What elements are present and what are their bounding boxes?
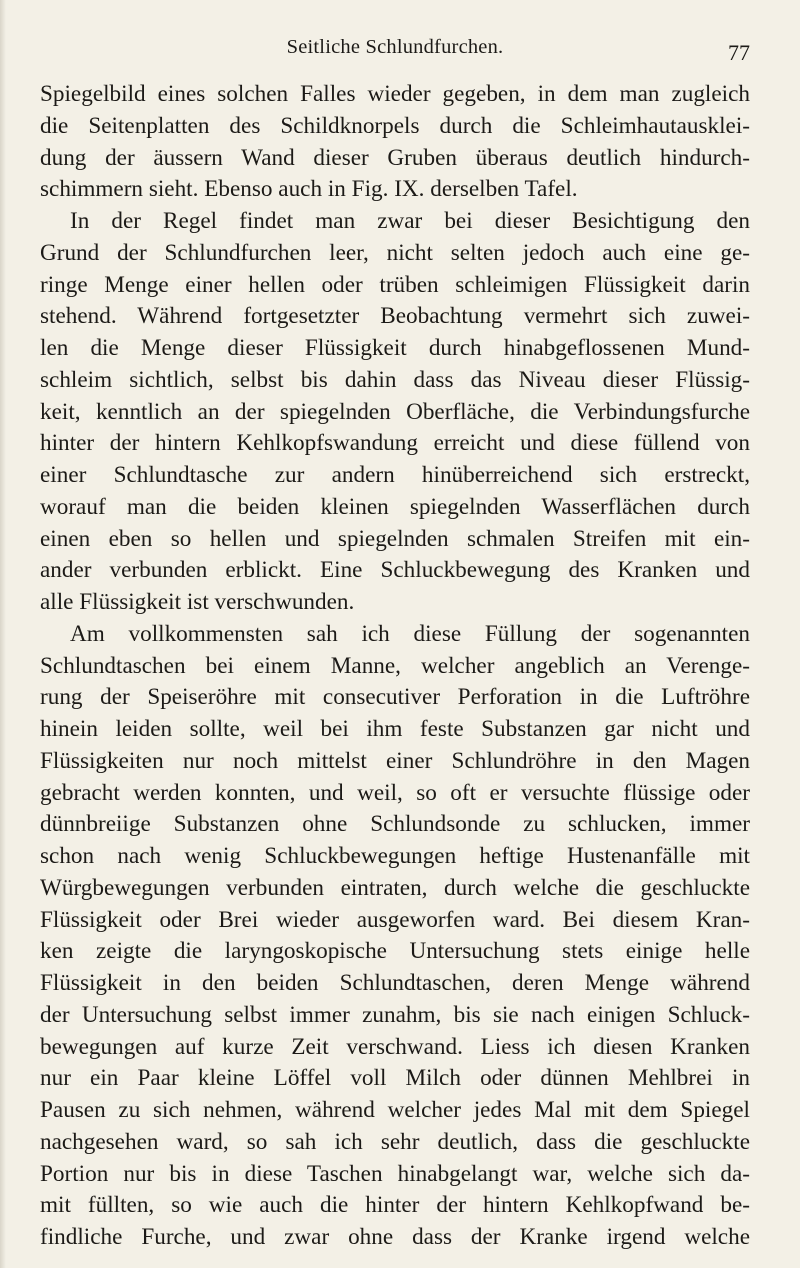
paragraph-end-line: alle Flüssigkeit ist verschwunden. bbox=[40, 589, 355, 615]
text-line: ander verbunden erblickt. Eine Schluckbewegung des Kranken und bbox=[40, 557, 750, 584]
text-line: ringe Menge einer hellen oder trüben schleimigen Flüssigkeit darin bbox=[40, 271, 750, 298]
paragraph-start-line: Am vollkommensten sah ich diese Füllung der sogenannten bbox=[70, 620, 750, 647]
body-text bbox=[40, 79, 750, 1254]
paragraph-start-line: In der Regel findet man zwar bei dieser Besichtigung den bbox=[70, 208, 750, 234]
text-line: nachgesehen ward, so sah ich sehr deutlich, dass die geschluckte bbox=[40, 1128, 750, 1155]
text-line: nur ein Paar kleine Löffel voll Milch oder dünnen Mehlbrei in bbox=[40, 1065, 750, 1092]
text-line: Flüssigkeit oder Brei wieder ausgeworfen ward. Bei diesem Kran- bbox=[40, 906, 750, 933]
text-line: dung der äussern Wand dieser Gruben überaus deutlich hindurch- bbox=[40, 144, 750, 171]
text-line: die Seitenplatten des Schildknorpels durch die Schleimhautausklei- bbox=[40, 112, 750, 139]
running-head bbox=[40, 36, 750, 66]
text-line: Schlundtaschen bei einem Manne, welcher angeblich an Verenge- bbox=[40, 652, 750, 679]
paragraph-end-line: schimmern sieht. Ebenso auch in Fig. IX. derselben Tafel. bbox=[40, 176, 578, 203]
text-line: Flüssigkeit in den beiden Schlundtaschen, deren Menge während bbox=[40, 970, 750, 996]
running-title: Seitliche Schlundfurchen. bbox=[286, 36, 504, 58]
text-line: bewegungen auf kurze Zeit verschwand. Liess ich diesen Kranken bbox=[40, 1033, 750, 1060]
text-line: hinter der hintern Kehlkopfswandung erreicht und diese füllend von bbox=[40, 430, 750, 457]
text-line: Portion nur bis in diese Taschen hinabgelangt war, welche sich da- bbox=[40, 1160, 750, 1187]
text-line: len die Menge dieser Flüssigkeit durch hinabgeflossenen Mund- bbox=[40, 335, 750, 361]
text-line: einen eben so hellen und spiegelnden schmalen Streifen mit ein- bbox=[40, 525, 750, 552]
text-line: Würgbewegungen verbunden eintraten, durch welche die geschluckte bbox=[40, 874, 750, 901]
text-line: schon nach wenig Schluckbewegungen heftige Hustenanfälle mit bbox=[40, 843, 750, 869]
text-line: dünnbreiige Substanzen ohne Schlundsonde zu schlucken, immer bbox=[40, 811, 750, 838]
text-line: Grund der Schlundfurchen leer, nicht selten jedoch auch eine ge- bbox=[40, 239, 750, 266]
text-line: keit, kenntlich an der spiegelnden Oberfläche, die Verbindungsfurche bbox=[40, 398, 750, 425]
text-line: Spiegelbild eines solchen Falles wieder gegeben, in dem man zugleich bbox=[40, 81, 750, 107]
text-line: hinein leiden sollte, weil bei ihm feste Substanzen gar nicht und bbox=[40, 716, 750, 742]
text-line: findliche Furche, und zwar ohne dass der Kranke irgend welche bbox=[40, 1224, 750, 1250]
page-number: 77 bbox=[728, 40, 750, 65]
text-line: mit füllten, so wie auch die hinter der hintern Kehlkopfwand be- bbox=[40, 1192, 750, 1219]
text-line: Pausen zu sich nehmen, während welcher jedes Mal mit dem Spiegel bbox=[40, 1097, 750, 1123]
text-line: worauf man die beiden kleinen spiegelnden Wasserflächen durch bbox=[40, 493, 750, 520]
text-line: ken zeigte die laryngoskopische Untersuchung stets einige helle bbox=[40, 938, 750, 965]
text-line: einer Schlundtasche zur andern hinüberreichend sich erstreckt, bbox=[40, 462, 750, 488]
text-line: rung der Speiseröhre mit consecutiver Perforation in die Luftröhre bbox=[40, 684, 750, 711]
text-line: schleim sichtlich, selbst bis dahin dass das Niveau dieser Flüssig- bbox=[40, 366, 750, 393]
text-line: Flüssigkeiten nur noch mittelst einer Schlundröhre in den Magen bbox=[40, 747, 750, 774]
text-line: stehend. Während fortgesetzter Beobachtung vermehrt sich zuwei- bbox=[40, 303, 750, 330]
text-line: gebracht werden konnten, und weil, so oft er versuchte flüssige oder bbox=[40, 779, 750, 806]
text-line: der Untersuchung selbst immer zunahm, bis sie nach einigen Schluck- bbox=[40, 1001, 750, 1028]
page-edge-shadow bbox=[0, 0, 6, 1268]
